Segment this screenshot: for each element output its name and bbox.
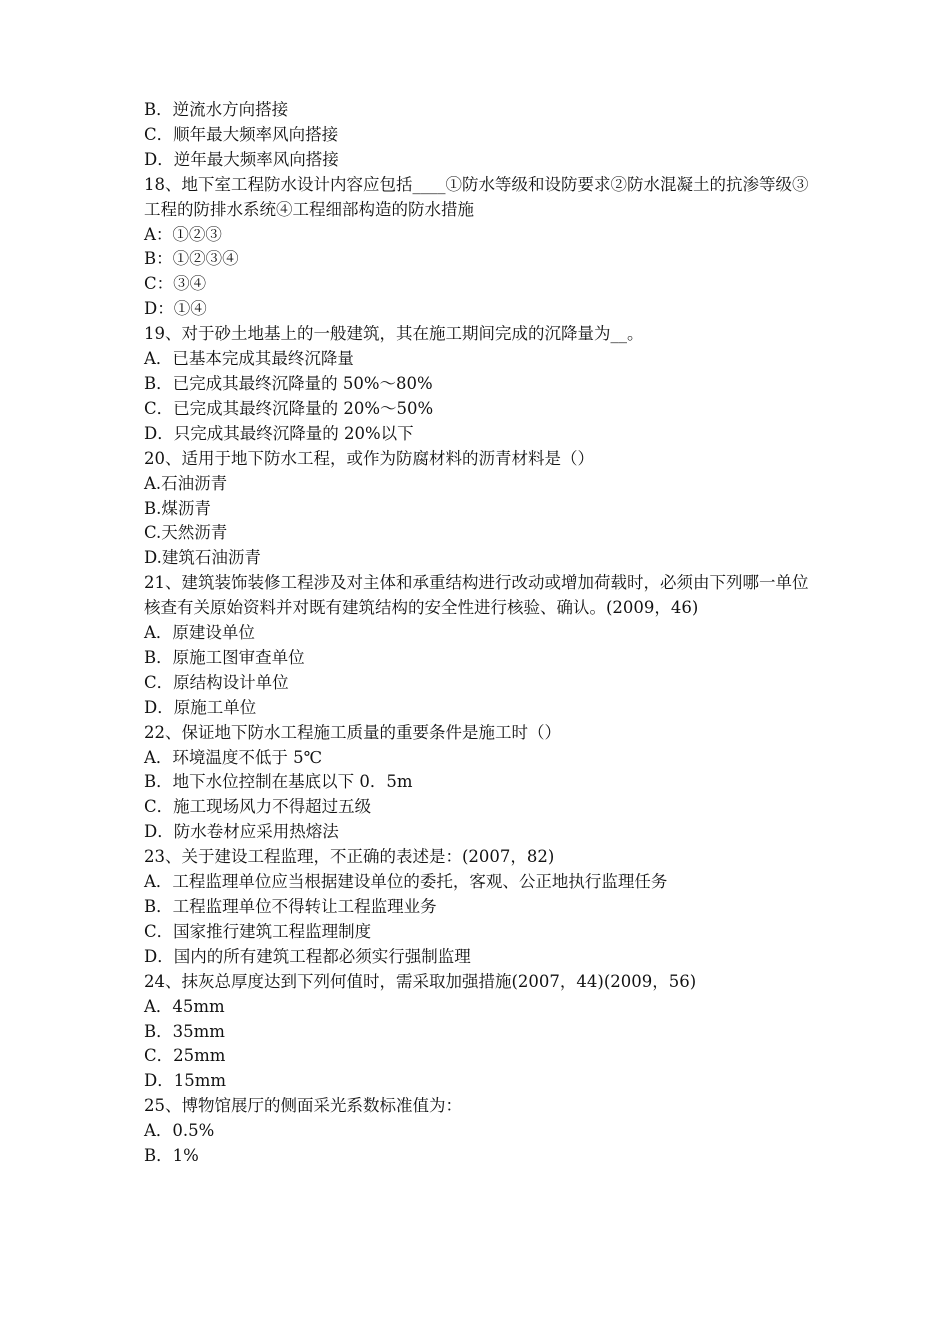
text-line: C：③④: [144, 274, 207, 294]
text-line: A．环境温度不低于 5℃: [144, 747, 323, 767]
text-line: B．逆流水方向搭接: [144, 100, 289, 119]
text-line: D．只完成其最终沉降量的 20%以下: [144, 423, 414, 443]
question-24-stem: 24、抹灰总厚度达到下列何值时，需采取加强措施(2007，44)(2009，56): [144, 971, 697, 991]
text-line: D．国内的所有建筑工程都必须实行强制监理: [144, 946, 471, 966]
question-19-stem: 19、对于砂土地基上的一般建筑，其在施工期间完成的沉降量为__。: [144, 324, 644, 344]
text-line: A．工程监理单位应当根据建设单位的委托，客观、公正地执行监理任务: [144, 872, 668, 892]
question-18-stem: 18、地下室工程防水设计内容应包括____①防水等级和设防要求②防水混凝土的抗渗等级③工程的防排水系统④工程细部构造的防水措施: [144, 174, 809, 219]
text-line: A．已基本完成其最终沉降量: [144, 349, 354, 369]
text-line: B．1%: [144, 1146, 199, 1166]
question-20-stem: 20、适用于地下防水工程，或作为防腐材料的沥青材料是（）: [144, 448, 594, 468]
text-line: A．0.5%: [144, 1121, 215, 1141]
text-line: B．原施工图审查单位: [144, 647, 305, 667]
text-line: C．施工现场风力不得超过五级: [144, 797, 372, 817]
text-line: B．地下水位控制在基底以下 0．5m: [144, 772, 413, 792]
question-21-stem: 21、建筑装饰装修工程涉及对主体和承重结构进行改动或增加荷载时，必须由下列哪一单位核查有关原始资料并对既有建筑结构的安全性进行核验、确认。(2009，46): [144, 573, 809, 618]
text-line: D．原施工单位: [144, 697, 257, 717]
text-line: C．已完成其最终沉降量的 20%～50%: [144, 398, 434, 418]
question-25-stem: 25、博物馆展厅的侧面采光系数标准值为：: [144, 1096, 462, 1116]
text-line: B.煤沥青: [144, 498, 211, 518]
text-line: C．25mm: [144, 1046, 226, 1066]
text-line: B．工程监理单位不得转让工程监理业务: [144, 897, 437, 916]
text-line: B．35mm: [144, 1021, 225, 1041]
text-line: A．原建设单位: [144, 623, 255, 643]
text-line: A.石油沥青: [144, 473, 228, 493]
text-line: D．防水卷材应采用热熔法: [144, 822, 339, 842]
text-line: D.建筑石油沥青: [144, 548, 261, 568]
text-line: D：①④: [144, 299, 207, 319]
question-text-body: [144, 98, 824, 1169]
text-line: C.天然沥青: [144, 523, 228, 543]
text-line: B：①②③④: [144, 249, 239, 269]
text-line: D．15mm: [144, 1071, 227, 1091]
text-line: A．45mm: [144, 996, 225, 1016]
text-line: C．顺年最大频率风向搭接: [144, 124, 339, 144]
text-line: B．已完成其最终沉降量的 50%～80%: [144, 373, 433, 393]
text-line: A：①②③: [144, 224, 222, 244]
text-line: C．原结构设计单位: [144, 672, 289, 692]
text-line: D．逆年最大频率风向搭接: [144, 149, 339, 169]
text-line: C．国家推行建筑工程监理制度: [144, 921, 372, 941]
question-23-stem: 23、关于建设工程监理，不正确的表述是：(2007，82): [144, 847, 555, 867]
question-22-stem: 22、保证地下防水工程施工质量的重要条件是施工时（）: [144, 722, 561, 742]
